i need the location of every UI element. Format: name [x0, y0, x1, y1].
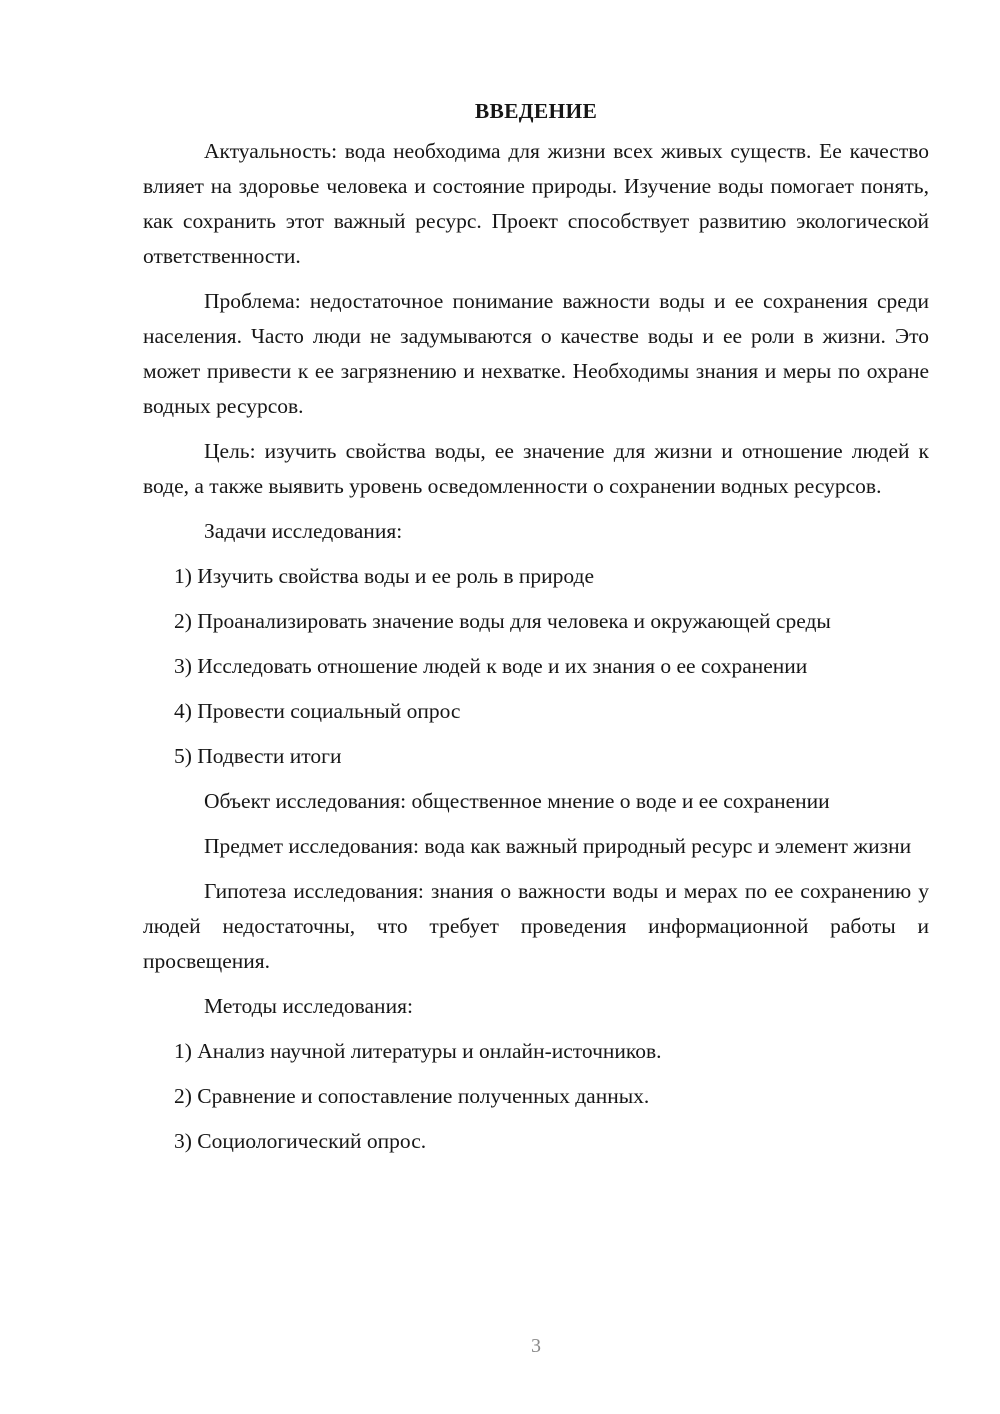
task-item-3: 3) Исследовать отношение людей к воде и их знания о ее сохранении	[174, 654, 808, 678]
method-item-3: 3) Социологический опрос.	[174, 1129, 427, 1153]
relevance-paragraph: Актуальность: вода необходима для жизни всех живых существ. Ее качество влияет на здоровье человека и состояние природы. Изучение воды помогает понять, как сохранить этот важный ресурс. Проект способствует развитию экологической ответственности.	[143, 139, 929, 268]
object-paragraph: Объект исследования: общественное мнение о воде и ее сохранении	[204, 789, 830, 813]
tasks-heading: Задачи исследования:	[204, 519, 403, 543]
subject-paragraph: Предмет исследования: вода как важный природный ресурс и элемент жизни	[204, 834, 912, 858]
section-title: ВВЕДЕНИЕ	[474, 99, 598, 123]
page-number: 3	[531, 1335, 541, 1357]
method-item-2: 2) Сравнение и сопоставление полученных данных.	[174, 1084, 650, 1108]
task-item-5: 5) Подвести итоги	[174, 744, 342, 768]
hypothesis-paragraph: Гипотеза исследования: знания о важности воды и мерах по ее сохранению у людей недостаточны, что требует проведения информационной работы и просвещения.	[143, 879, 929, 973]
problem-paragraph: Проблема: недостаточное понимание важности воды и ее сохранения среди населения. Часто люди не задумываются о качестве воды и ее роли в жизни. Это может привести к ее загрязнению и нехватке. Необходимы знания и меры по охране водных ресурсов.	[143, 289, 929, 418]
goal-paragraph: Цель: изучить свойства воды, ее значение для жизни и отношение людей к воде, а также выявить уровень осведомленности о сохранении водных ресурсов.	[143, 439, 929, 498]
task-item-2: 2) Проанализировать значение воды для человека и окружающей среды	[174, 609, 831, 633]
methods-heading: Методы исследования:	[204, 994, 413, 1018]
task-item-1: 1) Изучить свойства воды и ее роль в природе	[174, 564, 595, 588]
page-content	[143, 96, 929, 1169]
method-item-1: 1) Анализ научной литературы и онлайн-источников.	[174, 1039, 662, 1063]
task-item-4: 4) Провести социальный опрос	[174, 699, 461, 723]
